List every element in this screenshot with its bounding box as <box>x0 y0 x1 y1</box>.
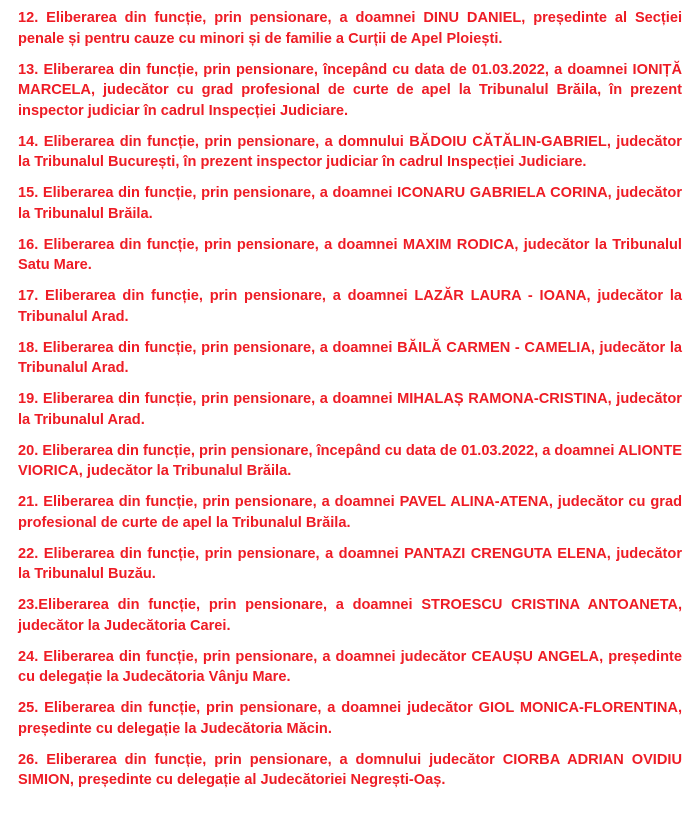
item-24: 24. Eliberarea din funcție, prin pensionare, a doamnei judecător CEAUȘU ANGELA, președinte cu delegație la Judecătoria Vânju Mare. <box>18 648 682 685</box>
item-13: 13. Eliberarea din funcție, prin pensionare, începând cu data de 01.03.2022, a doamnei IONIȚĂ MARCELA, judecător cu grad profesional de curte de apel la Tribunalul Brăila, în prezent inspector judiciar în cadrul Inspecției Judiciare. <box>18 61 682 119</box>
item-14: 14. Eliberarea din funcție, prin pensionare, a domnului BĂDOIU CĂTĂLIN-GABRIEL, judecător la Tribunalul București, în prezent inspector judiciar în cadrul Inspecției Judiciare. <box>18 133 682 170</box>
item-20: 20. Eliberarea din funcție, prin pensionare, începând cu data de 01.03.2022, a doamnei ALIONTE VIORICA, judecător la Tribunalul Brăila. <box>18 442 682 479</box>
item-19: 19. Eliberarea din funcție, prin pensionare, a doamnei MIHALAȘ RAMONA-CRISTINA, judecător la Tribunalul Arad. <box>18 391 682 428</box>
item-25: 25. Eliberarea din funcție, prin pensionare, a doamnei judecător GIOL MONICA-FLORENTINA, președinte cu delegație la Judecătoria Măcin. <box>18 700 682 737</box>
item-23: 23.Eliberarea din funcție, prin pensionare, a doamnei STROESCU CRISTINA ANTOANETA, judecător la Judecătoria Carei. <box>18 597 682 634</box>
item-16: 16. Eliberarea din funcție, prin pensionare, a doamnei MAXIM RODICA, judecător la Tribunalul Satu Mare. <box>18 236 682 273</box>
item-26: 26. Eliberarea din funcție, prin pensionare, a domnului judecător CIORBA ADRIAN OVIDIU SIMION, președinte cu delegație al Judecătoriei Negrești-Oaș. <box>18 751 682 788</box>
item-12: 12. Eliberarea din funcție, prin pensionare, a doamnei DINU DANIEL, președinte al Secției penale și pentru cauze cu minori și de familie a Curții de Apel Ploiești. <box>18 10 682 47</box>
item-17: 17. Eliberarea din funcție, prin pensionare, a doamnei LAZĂR LAURA - IOANA, judecător la Tribunalul Arad. <box>18 288 682 325</box>
item-15: 15. Eliberarea din funcție, prin pensionare, a doamnei ICONARU GABRIELA CORINA, judecător la Tribunalul Brăila. <box>18 185 682 222</box>
document-body <box>18 8 682 801</box>
item-18: 18. Eliberarea din funcție, prin pensionare, a doamnei BĂILĂ CARMEN - CAMELIA, judecător la Tribunalul Arad. <box>18 339 682 376</box>
item-22: 22. Eliberarea din funcție, prin pensionare, a doamnei PANTAZI CRENGUTA ELENA, judecător la Tribunalul Buzău. <box>18 545 682 582</box>
item-21: 21. Eliberarea din funcție, prin pensionare, a doamnei PAVEL ALINA-ATENA, judecător cu grad profesional de curte de apel la Tribunalul Brăila. <box>18 494 682 531</box>
